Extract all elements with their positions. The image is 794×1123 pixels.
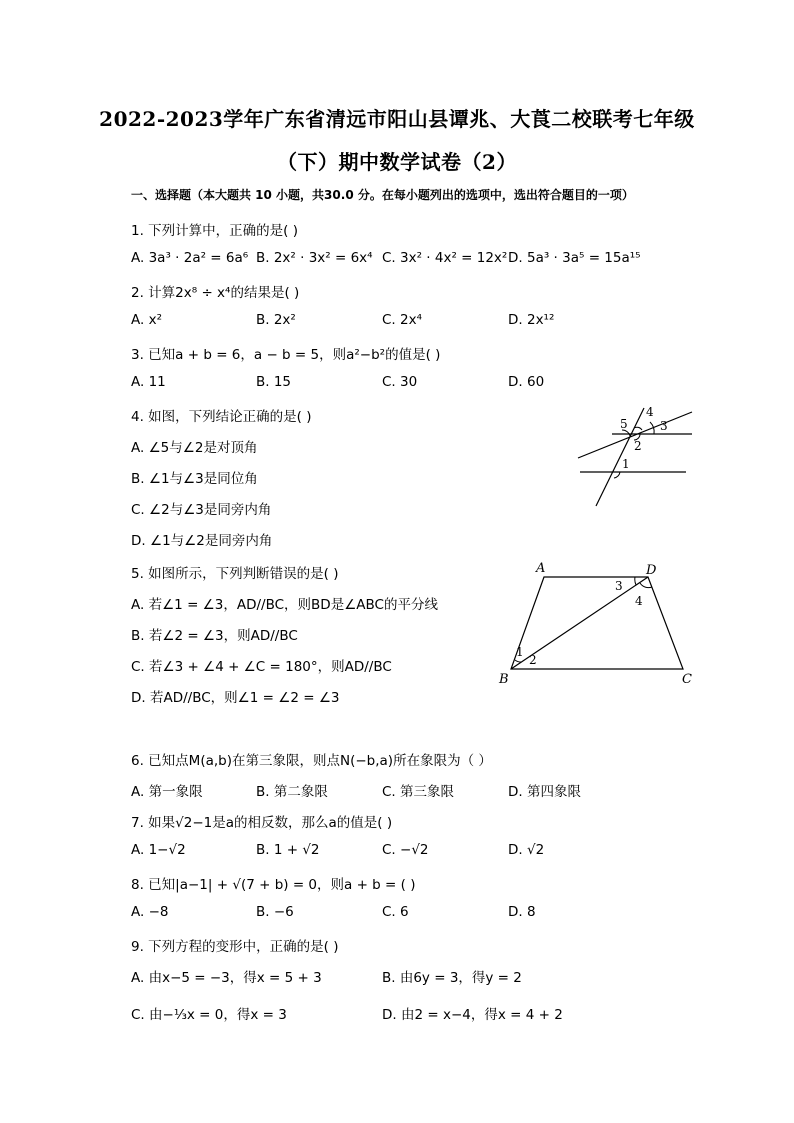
question-5-stem: 5. 如图所示，下列判断错误的是( ) xyxy=(131,566,339,582)
angle-label-5: 5 xyxy=(620,417,628,431)
question-1-stem: 1. 下列计算中，正确的是( ) xyxy=(131,223,298,239)
angle-label-3: 3 xyxy=(660,419,668,433)
q9-option-b: B. 由6y = 3，得y = 2 xyxy=(382,970,522,986)
question-3-stem: 3. 已知a + b = 6，a − b = 5，则a²−b²的值是( ) xyxy=(131,347,441,363)
vertex-label-a: A xyxy=(536,561,546,576)
q5-option-b: B. 若∠2 = ∠3，则AD//BC xyxy=(131,628,298,644)
q9-option-c: C. 由−⅓x = 0，得x = 3 xyxy=(131,1007,287,1023)
q3-option-b: B. 15 xyxy=(256,374,292,390)
q8-option-b: B. −6 xyxy=(256,904,294,920)
q7-option-c: C. −√2 xyxy=(382,842,429,858)
question-7-stem: 7. 如果√2−1是a的相反数，那么a的值是( ) xyxy=(131,815,393,831)
q3-option-a: A. 11 xyxy=(131,374,166,390)
q1-option-c: C. 3x² · 4x² = 12x² xyxy=(382,250,508,266)
q4-parallel-lines-figure xyxy=(570,400,700,515)
q6-option-c: C. 第三象限 xyxy=(382,784,455,800)
q3-option-d: D. 60 xyxy=(508,374,545,390)
q3-option-c: C. 30 xyxy=(382,374,418,390)
angle-arc-1 xyxy=(614,472,620,478)
q9-option-d: D. 由2 = x−4，得x = 4 + 2 xyxy=(382,1007,563,1023)
q6-option-a: A. 第一象限 xyxy=(131,784,203,800)
q8-option-d: D. 8 xyxy=(508,904,536,920)
exam-title-line2: （下）期中数学试卷（2） xyxy=(277,150,517,174)
q2-option-d: D. 2x¹² xyxy=(508,312,555,328)
q5-option-c: C. 若∠3 + ∠4 + ∠C = 180°，则AD//BC xyxy=(131,659,392,675)
angle-label-4: 4 xyxy=(635,594,643,608)
q4-option-a: A. ∠5与∠2是对顶角 xyxy=(131,440,258,456)
q8-option-a: A. −8 xyxy=(131,904,169,920)
vertex-label-c: C xyxy=(682,672,692,687)
q5-option-d: D. 若AD//BC，则∠1 = ∠2 = ∠3 xyxy=(131,690,340,706)
q8-option-c: C. 6 xyxy=(382,904,409,920)
vertex-label-b: B xyxy=(499,672,509,687)
q2-option-b: B. 2x² xyxy=(256,312,296,328)
q7-option-b: B. 1 + √2 xyxy=(256,842,320,858)
angle-label-4: 4 xyxy=(646,405,654,419)
q5-option-a: A. 若∠1 = ∠3，AD//BC，则BD是∠ABC的平分线 xyxy=(131,597,438,613)
q2-option-a: A. x² xyxy=(131,312,162,328)
vertex-label-d: D xyxy=(646,563,657,578)
angle-label-2: 2 xyxy=(634,439,642,453)
angle-arc-4 xyxy=(634,427,642,430)
q7-option-d: D. √2 xyxy=(508,842,545,858)
q7-option-a: A. 1−√2 xyxy=(131,842,186,858)
q1-option-d: D. 5a³ · 3a⁵ = 15a¹⁵ xyxy=(508,250,641,266)
angle-label-2: 2 xyxy=(529,653,537,667)
q4-option-b: B. ∠1与∠3是同位角 xyxy=(131,471,258,487)
question-9-stem: 9. 下列方程的变形中，正确的是( ) xyxy=(131,939,339,955)
question-8-stem: 8. 已知|a−1| + √(7 + b) = 0，则a + b = ( ) xyxy=(131,877,416,893)
trapezoid-abcd xyxy=(511,577,683,669)
angle-label-1: 1 xyxy=(622,457,630,471)
angle-label-1: 1 xyxy=(516,645,524,659)
angle-label-3: 3 xyxy=(615,579,623,593)
q4-option-d: D. ∠1与∠2是同旁内角 xyxy=(131,533,273,549)
question-6-stem: 6. 已知点M(a,b)在第三象限，则点N(−b,a)所在象限为（ ） xyxy=(131,753,492,769)
q2-option-c: C. 2x⁴ xyxy=(382,312,422,328)
q6-option-d: D. 第四象限 xyxy=(508,784,581,800)
q1-option-a: A. 3a³ · 2a² = 6a⁶ xyxy=(131,250,249,266)
exam-title-line1: 2022-2023学年广东省清远市阳山县谭兆、大莨二校联考七年级 xyxy=(99,107,695,131)
q4-option-c: C. ∠2与∠3是同旁内角 xyxy=(131,502,272,518)
q9-option-a: A. 由x−5 = −3，得x = 5 + 3 xyxy=(131,970,322,986)
question-2-stem: 2. 计算2x⁸ ÷ x⁴的结果是( ) xyxy=(131,285,300,301)
q5-trapezoid-figure xyxy=(495,556,700,691)
angle-arc-b1 xyxy=(515,660,522,662)
angle-arc-d3 xyxy=(635,577,636,585)
question-4-stem: 4. 如图，下列结论正确的是( ) xyxy=(131,409,312,425)
q6-option-b: B. 第二象限 xyxy=(256,784,328,800)
section-heading: 一、选择题（本大题共 10 小题，共30.0 分。在每小题列出的选项中，选出符合题目的一项） xyxy=(131,188,634,202)
q1-option-b: B. 2x² · 3x² = 6x⁴ xyxy=(256,250,373,266)
